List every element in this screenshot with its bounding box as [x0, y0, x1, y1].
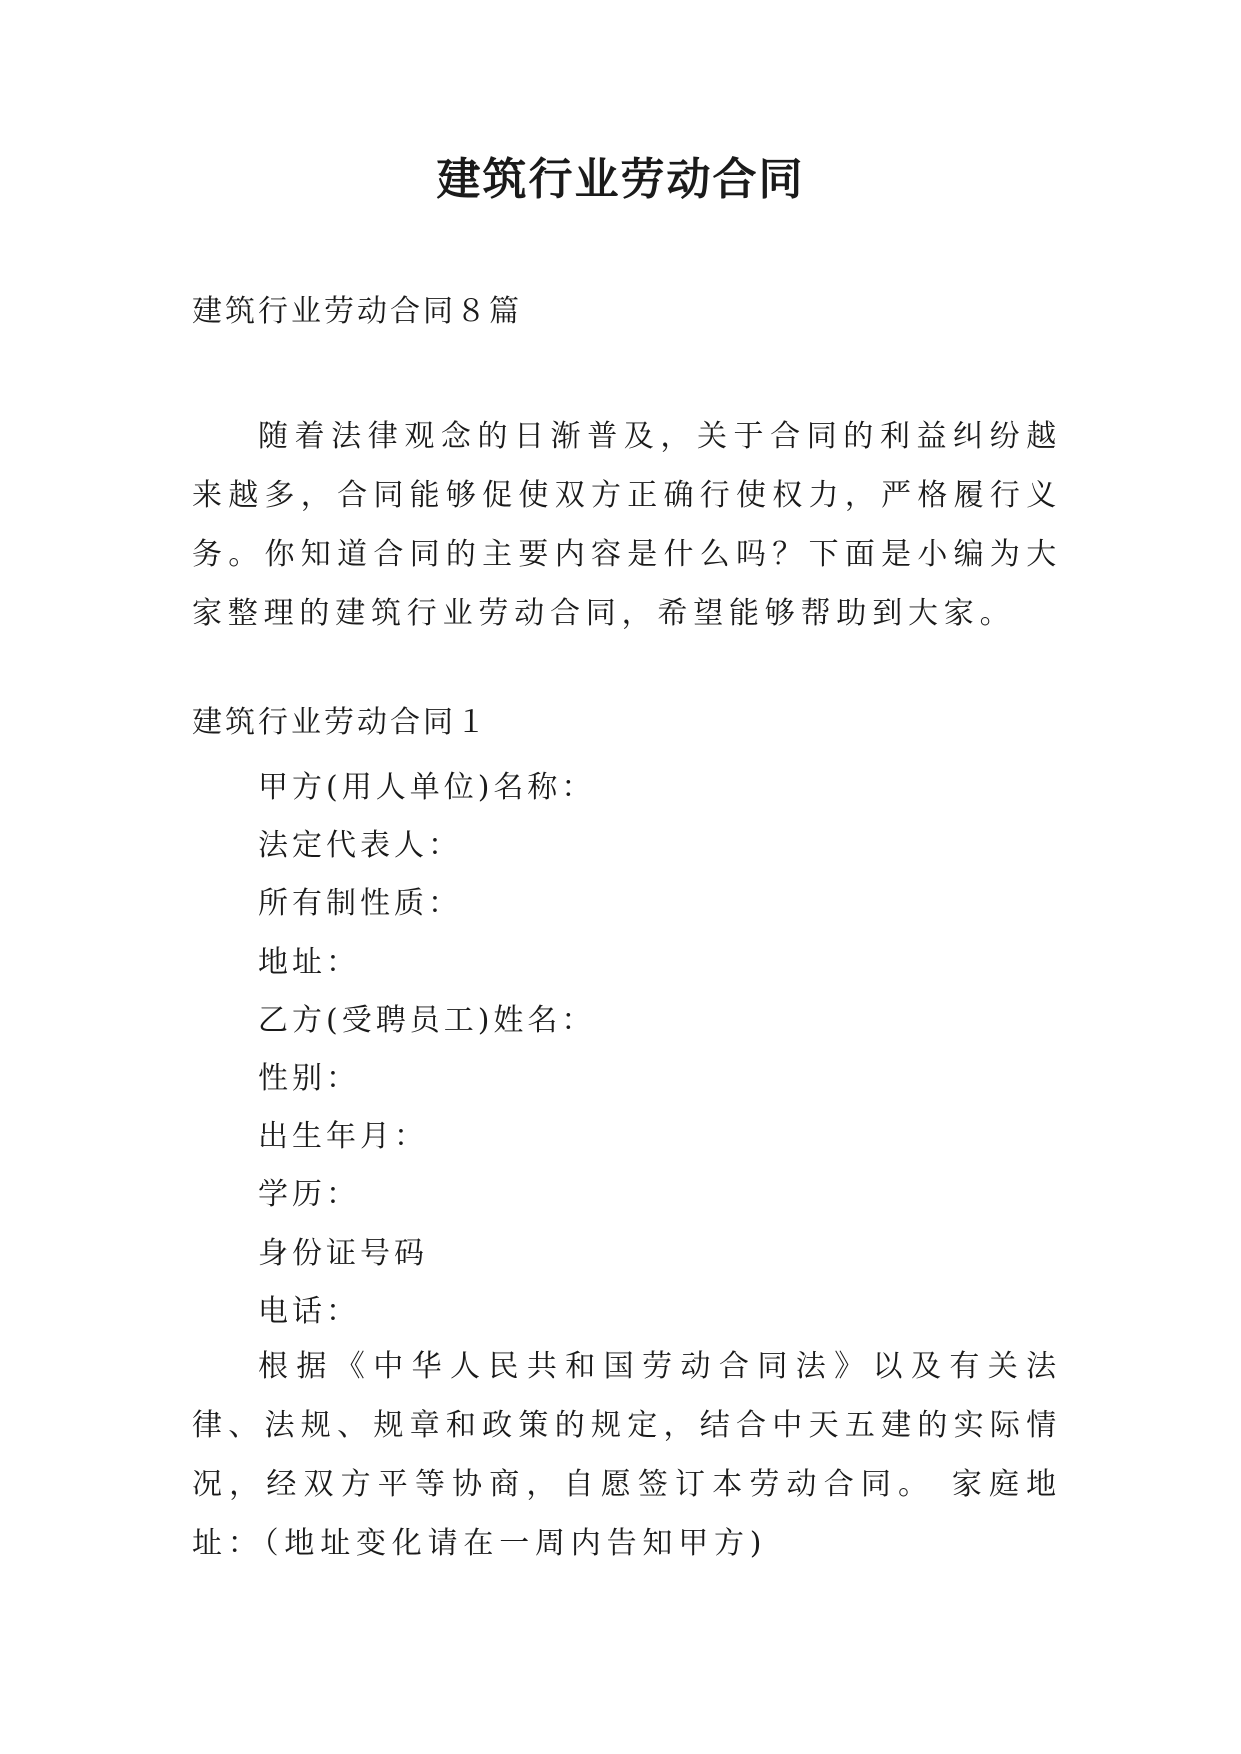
field-address: 地址： — [258, 944, 360, 980]
document-subtitle: 建筑行业劳动合同８篇 — [192, 294, 522, 329]
field-employer-name: 甲方(用人单位)名称： — [258, 770, 596, 805]
closing-paragraph: 根据《中华人民共和国劳动合同法》以及有关法律、法规、规章和政策的规定，结合中天五建的实际情况，经双方平等协商，自愿签订本劳动合同。 家庭地址：（地址变化请在一周内告知甲方) — [192, 1349, 1062, 1561]
field-legal-representative: 法定代表人： — [258, 828, 462, 864]
field-id-number: 身份证号码 — [258, 1235, 428, 1271]
document-title: 建筑行业劳动合同 — [436, 154, 805, 205]
field-ownership-type: 所有制性质： — [258, 886, 462, 922]
contract-fields-list — [258, 759, 595, 1341]
field-gender: 性别： — [258, 1061, 360, 1097]
section-heading: 建筑行业劳动合同１ — [192, 705, 489, 740]
field-education: 学历： — [258, 1177, 360, 1213]
field-employee-name: 乙方(受聘员工)姓名： — [258, 1002, 596, 1038]
intro-paragraph: 随着法律观念的日渐普及，关于合同的利益纠纷越来越多，合同能够促使双方正确行使权力，严格履行义务。你知道合同的主要内容是什么吗？下面是小编为大家整理的建筑行业劳动合同，希望能够帮助到大家。 — [192, 419, 1062, 631]
field-phone: 电话： — [258, 1293, 360, 1329]
field-birth-date: 出生年月： — [258, 1119, 428, 1155]
